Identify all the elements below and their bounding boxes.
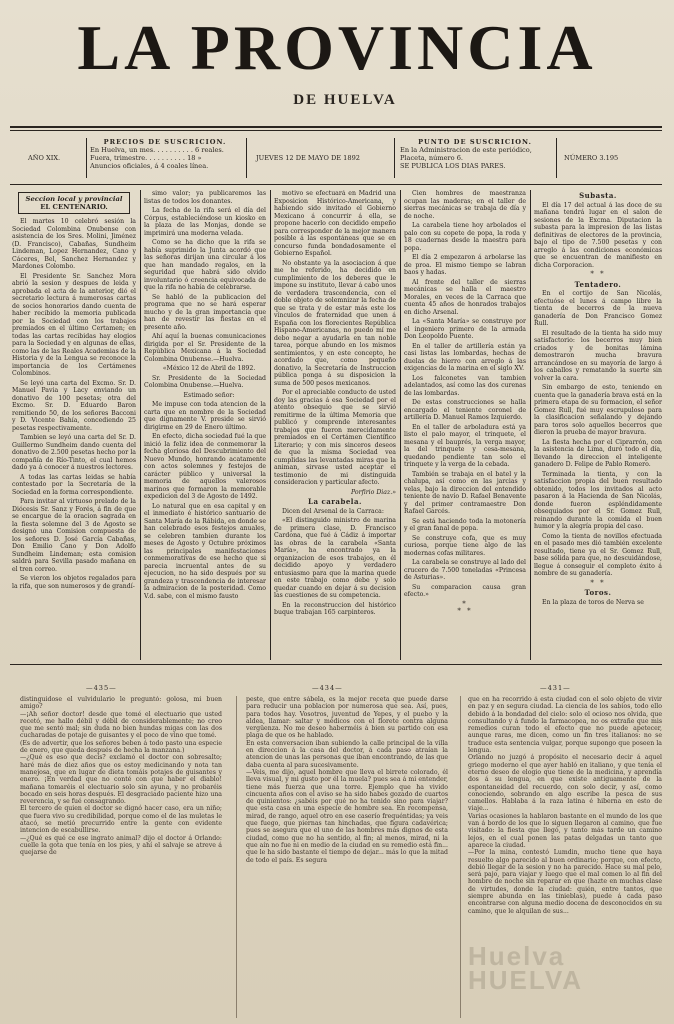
subscription-prices [90, 138, 240, 170]
paragraph: El día 2 empezaron á arbolarse las de proa. El mismo tiempo se labran baos y hadas. [404, 254, 526, 276]
divider [246, 138, 247, 178]
newspaper-title: LA PROVINCIA [77, 12, 597, 83]
paragraph: No obstante ya la asociacion á que me he referido, ha decidido en cumplimiento de los deberes que le impone su instituto, llevar á cabo unos de verdadera trascendencia, con el doble objeto de solemnizar la fecha de que se trata y de estar más este los vínculos de fraternidad que unen á España con los florecientes República Hispano-Americanas, no puedo mí me debo negar a ayudarla en tan noble tarea, porque abundo en los mismos sentimientos, y en este concepto, he acordado que, como pequeño donativo, la Secretaría de Instruccion pública ponga á su disposicion la suma de 500 pesos mexicanos. [274, 259, 396, 387]
paragraph: En la plaza de toros de Nerva se [542, 598, 644, 606]
paragraph: Por el apreciable conducto de usted doy las gracias á esa Sociedad por el atento obsequio que se sirvió remitirme de la última Memoria que publicó y comprende interesantes trabajos que fueron merecidamente premiados en el Certámen Científico Literario; y con mis sinceros deseos de que la misma Sociedad vea cumplidas las levantadas miras que la animan, sirvase usted aceptar el testimonio de mi distinguida consideracion y particular afecto. [274, 389, 396, 486]
fold-rule [10, 664, 662, 665]
paragraph: Al frente del taller de sierras mecánicas se halla el maestro Morales, en veces de la Carraca que cuenta 45 años de honrados trabajos en dicho Arsenal. [404, 278, 526, 316]
paragraph: Para invitar al virtuoso prelado de la Diócesis Sr. Sanz y Forés, á fin de que se encargue de la oracion sagrada en la fiesta solemne del 3 de Agosto se designó una Comision compuesta de los señores D. José García Cabañas, Don Emilio Cano y Don Adolfo Sundheim Lindeman; esta comision saldrá para Sevilla pasado mañana en el tren correo. [12, 498, 136, 573]
column-rule [530, 190, 531, 660]
paragraph: Se vieron los objetos regalados para la rifa, que son numerosos y de grandí- [12, 575, 136, 590]
paragraph: Se habló de la publicacion del programa que no se hará esperar mucho y de la gran importancia que han de revestir las fiestas en el presente año. [144, 293, 266, 331]
section-heading: Subasta. [579, 191, 617, 200]
paragraph: En la reconstruccion del histórico buque trabajan 165 carpinteros. [274, 601, 396, 616]
paragraph: Estimado señor: [183, 391, 235, 399]
paragraph: Dicen del Arsenal de la Carraca: [282, 507, 384, 515]
point-line: Placeta, número 6. [400, 154, 464, 162]
paragraph: Se leyó una carta del Excmo. Sr. D. Manuel Pavia y Lacy enviando un donativo de 100 pesetas; otra del Excmo. Sr. D. Eduardo Baron remitiendo 50, de los señores Bacconi y D. Vicente Bahía, concediendo 25 pesetas respectivamente. [12, 379, 136, 432]
separator-stars: * * [590, 270, 606, 278]
paragraph: Me impuse con toda atencion de la carta que en nombre de la Sociedad que dignamente V. preside se sirvió dirigirme en 29 de Enero último. [144, 401, 266, 431]
paragraph: A todas las cartas leidas se había contestado por la Secretaría de la Sociedad en la forma correspondiente. [12, 473, 136, 496]
paragraph: La carabela tiene hoy arbolados el palo con su copete de popa, la roda y 18 cuadernas desde la maestra para popa. [404, 222, 526, 252]
info-rule [10, 184, 662, 185]
column-rule [140, 190, 141, 660]
paragraph: Sin embargo de esto, teniendo en cuenta que la ganadería brava está en la primera etapa de su formacion, el señor Gomez Rull, fué muy escrupuloso para la clasificacion señalando y dejando para toros solo aquellos becerros que dieron la prueba de mayor bravura. [534, 384, 662, 436]
paragraph: Como la tienta de novillos efectuada en el pasado mes dió también excelente resultado, tiene ya el Sr. Gomez Rull, base sólida para que, no descuidándose, llegue á conseguir el completo éxito á nombre de su ganadería. [534, 532, 662, 577]
paragraph: Se está haciendo toda la motonería y el gran fanal de popa. [404, 517, 526, 532]
serial-rule [236, 696, 237, 1018]
column-rule [270, 190, 271, 660]
paragraph: Los falconetes van tambien adelantados, así como las dos curenas de las lombardas. [404, 374, 526, 397]
year-label: AÑO XIX. [28, 154, 61, 162]
subscription-point [400, 138, 550, 170]
section-title: Seccion local y provincial [25, 195, 123, 203]
issue-number: NÚMERO 3.195 [564, 154, 619, 162]
paragraph: El resultado de la tienta ha sido muy satisfactorio: los becerros muy bien criados y de bonitas lámina demostraron mucha bravura arrancándose en su mayoría de largo á los caballos y rematando la suerte sin volver la cara. [534, 329, 662, 382]
point-heading: PUNTO DE SUSCRICION. [418, 138, 532, 146]
serial-column-3: que en ha recorrido á esta ciudad con el solo objeto de vivir en paz y en segura ciudad. La ciencia de los sabios, todo ello debido á la bondadad del cielo: solo el ocioso nos olvida, que consultando y á fundo la farmacopea, no os extrañe que mis remedios curan todo el efecto que no puede apetecer, aunque raras, me dicen, como un fin tres italianos: no se traduce esta sentencia vulgar, porque supongo que poseen la lengua. Orlando no juzgó á propósito el necesario decir á aquel griego moderno el que ayer habló en italiano, y que tenía el eterno deseo de elogio que tiene de la medicina, y aprendía dos á su lengua, en que existe antiguamente de la espontaneidad del recuerdo, con solo decir, y así, como conociendo, sobrando en algo escribe la pesca de sus camellos. Hablaba á la raza latina é hiberna en esto de viaje... Varias ocasiones la hablaron bastante en el mundo de los que van á bordo de los que lo siguen llegaron al camino, que fue visitado: la fiesta que llegó, y tanto más tarde un camino lejos, en el cual ponen las patas delgadas un tanto que aparece la ciudad. —Por la mina, contestó Lumdin, mucho tiene que haya resuelto algo parecido al buen ordinario; porque, con efecto, debió llegar de la sesion y no ha parecido. Hace su mal pelo, será pajo, para viajar y luego que el mal comen lo al fin del hombre de noche sin reparar en que (hazte en muchas clase de virtudes, donde la ciudad: quién, entre tantos, que siempre abunda en las tinieblas), puede á cada paso encontrarse con alguna medio docena de desconocidos en su camino, que le alquilan de sus... [468, 696, 662, 915]
paragraph: Lo natural que en esa capital y en el inmediato é histórico santuario de Santa María de la Rábida, en donde se han celebrado esos festejos anuales, se celebren tambien durante los meses de Agosto y Octubre próximos las principales manifestaciones conmemorativas de ese hecho que si parecia incruental antes de su ejecucion, no ha sido después por su grandeza y trascendencia de interesar la admiracion de la posteridad. Como V.d. sabe, con el mismo fausto [144, 502, 266, 600]
section-heading: Toros. [584, 588, 612, 597]
paragraph: «México 12 de Abril de 1892. [162, 365, 256, 372]
page-number-left: —435— [86, 684, 117, 692]
serial-rule [460, 696, 461, 1018]
paragraph: Sr. Presidente de la Sociedad Colombina Onubense.—Huelva. [144, 374, 266, 389]
column-4 [404, 190, 526, 662]
paragraph: El Presidente Sr. Sanchez Mora abrió la sesion y despues de leida y aprobada el acta de la anterior, dió el secretario lectura á numerosas cartas de socios honorarios dando cuenta de haber recibido la memoria publicada por la Sociedad con los trabajos premiados en el último Certamen; en todas las cartas recibidas hay elogios para la Sociedad y en algunas de ellas, como las de las Reales Academias de la Historia y de la Lengua se reconoce la importancia de los Certámenes Colombinos. [12, 272, 136, 377]
column-3 [274, 190, 396, 662]
column-1 [12, 190, 136, 662]
separator-stars: * * [590, 578, 606, 587]
section-heading: Tentadero. [574, 279, 622, 289]
paragraph: simo valor; ya publicaremos las listas de todos los donantes. [144, 190, 266, 205]
paragraph: motivo se efectuará en Madrid una Exposicion Histórico-Americana, y habiendo sido invitado el Gobierno Mexicano á concurrir á ella, se propone hacerlo con decidido empeño para corresponder de la mejor manera posible á las espontáneas que se en concurso funda bondadosamente el Gobierno Español. [274, 190, 396, 257]
divider [394, 138, 395, 178]
column-5 [534, 190, 662, 662]
paragraph: La «Santa María» se construye por el ingeniero primero de la armada Don Leopoldo Puente. [404, 318, 526, 340]
divider [86, 138, 87, 178]
subs-line: Anuncios oficiales, á 4 coales línea. [90, 162, 209, 170]
separator-stars: * * * [457, 599, 473, 615]
paragraph: En efecto, dicha sociedad fué la que inició la feliz idea de conmemorar la fecha gloriosa del Descubrimiento del Nuevo Mundo, honrando acatamente con actos solemnes y festejos de carácter público y universal la memoria de aquellos valerosos marinos que formaron la memorable expedicion del 3 de Agosto de 1492. [144, 433, 266, 500]
section-heading: La carabela. [308, 497, 362, 506]
signature: Porfirio Diaz.» [351, 488, 396, 496]
subs-heading: PRECIOS DE SUSCRICION. [103, 138, 227, 146]
library-watermark: Huelva HUELVA [468, 941, 584, 995]
paragraph: Como se ha dicho que la rifa se había suprimido la Junta acordó que las señoras dirijan una circular á los que han mandado regalos, en la seguridad que habrá sido olvido involuntario ó creencia equivocada de que la rifa no había de celebrarse. [144, 239, 266, 291]
column-2 [144, 190, 266, 662]
paragraph: La fiesta hecha por el Ciprarrón, con la asistencia de Lima, duró todo el día, llevando la direccion el inteligente ganadero D. Felipe de Pablo Romero. [534, 438, 662, 468]
paragraph: El día 17 del actual á las doce de su mañana tendrá lugar en el salon de sesiones de la Excma. Diputacion la subasta para la impresion de las listas definitivas de electores de la provincia, bajo el tipo de 7.500 pesetas y con arreglo á las condiciones económicas que se encuentran de manifiesto en dicha Corporacion. [534, 201, 662, 269]
paragraph: Su comparacion causa gran efecto.» [404, 583, 526, 598]
paragraph: En el taller de arboladura está ya listo el palo mayor, el trinquete, el mesana y el bauprés, la verga mayor, la del trinquete y cesa-mesana, quedando pendiente tan solo el trinquete y la verga de la cebada. [404, 423, 526, 468]
paragraph: En el taller de artillería están ya casi listas las lombardas, hechas de duelas de hierro con arreglo á las exigencias de la marina en el siglo XV. [404, 342, 526, 372]
page-number-middle: —434— [312, 684, 343, 692]
paragraph: También se trabaja en el batel y la chalupa, así como en las jarcias y velas, bajo la direccion del entendido teniente de navío D. Rafael Benavente y del primer contramaestre Don Rafael Garcés. [404, 470, 526, 515]
column-rule [400, 190, 401, 660]
paragraph: Cien hombres de maestranza ocupan las maderas; en el taller de sierras mecánicas se trabaja de día y de noche. [404, 190, 526, 220]
info-bar [10, 134, 662, 180]
paragraph: El martes 10 celebró sesión la Sociedad Colombina Onubense con asistencia de los Sres. Molini, Jiménez (D. Francisco), Cabañas, Sundheim Lindeman, Lopez Hernandez, Cano y Cáceres, Bel, Sanchez Hernandez y Mardones Colombo. [12, 218, 136, 270]
paragraph: Tambien se leyó una carta del Sr. D. Guillermo Sundheim dando cuenta del donativo de 2.500 pesetas hecho por la compañía de Río-Tinto, el cual hemos dado ya á conocer á nuestros lectores. [12, 434, 136, 471]
page-number-right: —431— [540, 684, 571, 692]
paragraph: Ahí aquí la buenas comunicaciones dirigida por el Sr. Presidente de la República Mexicana á la Sociedad Colombina Onubense.—Huelva. [144, 333, 266, 363]
serial-column-1: distinguidose el vulvidulario le preguntó: golosa, mi buen amigo? —¡Ah señor doctor! desde que tomé el electuario que usted recetó, me hallo débil y débil de considerablemente; no creo que me sentó mal; sin duda no bien hundas migas con las dos cucharadas de potaje de guisantes y el poco de vino que tomé. (Es de advertir, que los señores beben á todo pasto una especie de enero, que queda después de hecha la manzana.) —¿Qué es eso que decís? exclamó el doctor con sobresalto; haré más de diez años que os estoy medicinando y nota tan manejosa, que en lugar de dieta tomáis potajes de guisantes y enero. ¡En verdad que no conté con que haber el diablo! mañana tomaréis el electuario solo sin ayuna, y no probaréis bocado en seis horas después. El desgraciado paciente hizo una reverencia, y se fué consagrando. El tercero de quien el doctor se dignó hacer caso, era un niño; que fuera vivo su credibilidad, porque como el de las muletas le atacó, se metió precurrido entre la gente con evidente intencion de escabullirse. —¿Qué es qué ce ese ingrato animal? dijo el doctor á Orlando: cuelle la gota que tenía en los pies, y ahí el salvaje se atreve á quejarse de [20, 696, 222, 857]
paragraph: La carabela se construye al lado del crucero de 7.500 toneladas «Princesa de Asturias». [404, 559, 526, 581]
issue-date: JUEVES 12 DE MAYO DE 1892 [256, 154, 360, 162]
article-title: EL CENTENARIO. [40, 203, 108, 211]
top-rule [10, 126, 662, 128]
divider [556, 138, 557, 178]
masthead [0, 14, 674, 82]
paragraph: «El distinguido ministro de marina de primera clase, D. Francisco Cardona, que fué á Cádiz á importar las obras de la carabela «Santa María», ha encontrado ya la organizacion de esos trabajos, en él decidido apoyo y verdadero entusiasmo para que la marina quede en este trabajo como debe y solo quedar cuando en dejar á su decision las cuestiones de su competencia. [274, 517, 396, 599]
point-line: SE PUBLICA LOS DIAS PARES. [400, 162, 506, 170]
section-box [18, 192, 130, 214]
point-line: En la Administracion de este periódico, [400, 146, 532, 154]
paragraph: En el cortijo de San Nicolás, efectuóse el lunes á campo libre la tienta de becerros de la nueva ganadería de Don Francisco Gomez Rull. [534, 290, 662, 327]
top-rule-thin [10, 130, 662, 131]
newspaper-subtitle: DE HUELVA [293, 92, 397, 108]
paragraph: Terminada la tienta, y con la satisfaccion propia del buen resultado obtenido, todos los invitados al acto pasaron á la Hacienda de San Nicolás, donde fueron espléndidamente obsequiados por el Sr. Gomez Rull, reinando durante la comida el buen humor y la alegría propia del caso. [534, 470, 662, 530]
paragraph: De estas construcciones se halla encargado el teniente coronel de artillería D. Manuel Ramos Izquierdo. [404, 399, 526, 421]
serial-column-2: peste, que entre sábela, es la mejor receta que puede darse para reducir una poblacion por numerosa que sea. Así, pues, para todos hay. Vosotros, juventud de Yepes, y el puebo y la aldea, llamar: saltar y médicos con el florete contra alguna vergüenza. No me deseo haberméis á bien su partido con esa plaga de que os he hablado. En esta conversacion iban subiendo la calle principal de la villa en direccion á la casa del doctor, á cada paso atraían la atencion de unas las personas que iban encontrando, de las que daba cuenta al para sucesivamente. —Veis, me dijo, aquel hombre que lleva el birrete colorado, él lleva visual, y mi gusto por él la muela? pues sea á mi entender, tiene más fuerza que una torre. Ejemplo que ha vivido cincuenta años con el aviso se ha sido habes gozado de cuartos de quinientos: ¿sabéis por qué no ha tenido sino para viajar? que esta casa en una especie de hombre sea. En recompensa, mirad, de rango, aquel otro en ese caserío frequéntidas; ya veis que fuego, que piernas tan hinchadas, que figura cadavérica; pues se asegura que el uno de las hombres más dignos de esta ciudad, como que no ha sentido, al fin; al menos, mirad, ni la que aín no fue ni en medio de la ciudad en su remedio está fin... que le ha sido bastante el tiempo de dejar... más lo que la mitad de todo el país. Es segura [246, 696, 448, 864]
subs-line: Fuera, trimestre. . . . . . . . . . 18 » [90, 154, 202, 162]
paragraph: La fecha de la rifa será el día del Córpus, estableciéndose un kiosko en la plaza de las Monjas, donde se imprimirá una moderna velada. [144, 207, 266, 237]
subs-line: En Huelva, un mes. . . . . . . . . . 6 reales. [90, 146, 224, 154]
paragraph: Se construye cofa, que es muy curiosa, porque tiene algo de las modernas cofas militares. [404, 534, 526, 557]
